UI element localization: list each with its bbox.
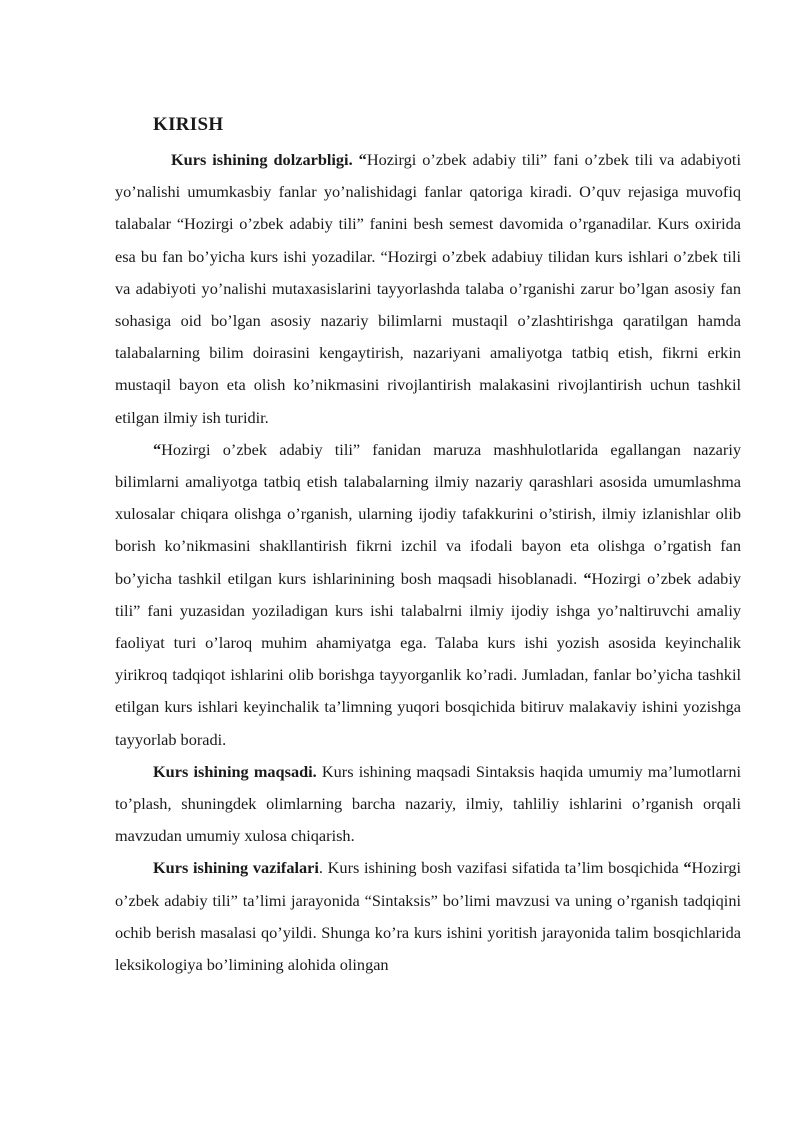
goals-quote-2: “ <box>577 568 592 588</box>
document-body <box>115 144 741 981</box>
relevance-lead: Kurs ishining dolzarbligi. <box>171 150 353 169</box>
section-heading: KIRISH <box>153 114 224 135</box>
goals-text-a: Hozirgi o’zbek adabiy tili” fanidan maruza mashhulotlarida egallangan nazariy bilimlarni amaliyotga tatbiq etish talabalarning ilmiy nazariy qarashlari asosida umumlashma xulosalar chiqara olishga o’rganish, ularning ijodiy tafakkurini o’stirish, ilmiy izlanishlar olib borish ko’nikmasini shakllantirish fikrni izchil va ifodali bayon eta olishga o’rgatish fan bo’yicha tashkil etilgan kurs ishlarinining bosh maqsadi hisoblanadi. <box>115 439 741 588</box>
paragraph-purpose <box>115 756 741 853</box>
paragraph-relevance <box>115 144 741 434</box>
tasks-text-b: Hozirgi o’zbek adabiy tili” ta’limi jarayonida “Sintaksis” bo’limi mavzusi va uning o’rganish tadqiqini ochib berish masalasi qo’yildi. Shunga ko’ra kurs ishini yoritish jarayonida talim bosqichlarida leksikologiya bo’limining alohida olingan <box>115 858 741 975</box>
paragraph-goals <box>115 434 741 756</box>
purpose-text: Kurs ishining maqsadi Sintaksis haqida umumiy ma’lumotlarni to’plash, shuningdek olimlarning barcha nazariy, ilmiy, tahliliy ishlarini o’rganish orqali mavzudan umumiy xulosa chiqarish. <box>115 761 741 846</box>
relevance-text: Hozirgi o’zbek adabiy tili” fani o’zbek tili va adabiyoti yo’nalishi umumkasbiy fanlar yo’nalishidagi fanlar qatoriga kiradi. O’quv rejasiga muvofiq talabalar “Hozirgi o’zbek adabiy tili” fanini besh semest davomida o’rganadilar. Kurs oxirida esa bu fan bo’yicha kurs ishi yozadilar. “Hozirgi o’zbek adabiuy tilidan kurs ishlari o’zbek tili va adabiyoti yo’nalishi mutaxasislarini tayyorlashda talaba o’rganishi zarur bo’lgan asosiy fan sohasiga oid bo’lgan asosiy nazariy bilimlarni mustaqil o’zlashtirishga qaratilgan hamda talabalarning bilim doirasini kengaytirish, nazariyani amaliyotga tatbiq etish, fikrni erkin mustaqil bayon eta olish ko’nikmasini rivojlantirish malakasini rivojlantirish uchun tashkil etilgan ilmiy ish turidir. <box>115 150 741 427</box>
relevance-quote: “ <box>352 150 367 169</box>
tasks-quote: “ <box>683 858 692 878</box>
purpose-lead: Kurs ishining maqsadi. <box>153 761 317 781</box>
tasks-text-a: . Kurs ishining bosh vazifasi sifatida ta’lim bosqichida <box>318 858 684 878</box>
tasks-lead: Kurs ishining vazifalari <box>153 858 319 878</box>
goals-quote: “ <box>153 439 162 459</box>
paragraph-tasks <box>115 852 741 981</box>
goals-text-b: Hozirgi o’zbek adabiy tili” fani yuzasidan yoziladigan kurs ishi talabalrni ilmiy ijodiy ishga yo’naltiruvchi amaliy faoliyat turi o’laroq muhim ahamiyatga ega. Talaba kurs ishi yozish asosida keyinchalik yirikroq tadqiqot ishlarini olib borishga tayyorganlik ko’radi. Jumladan, fanlar bo’yicha tashkil etilgan kurs ishlari keyinchalik ta’limning yuqori bosqichida bitiruv malakaviy ishini yozishga tayyorlab boradi. <box>115 568 741 749</box>
